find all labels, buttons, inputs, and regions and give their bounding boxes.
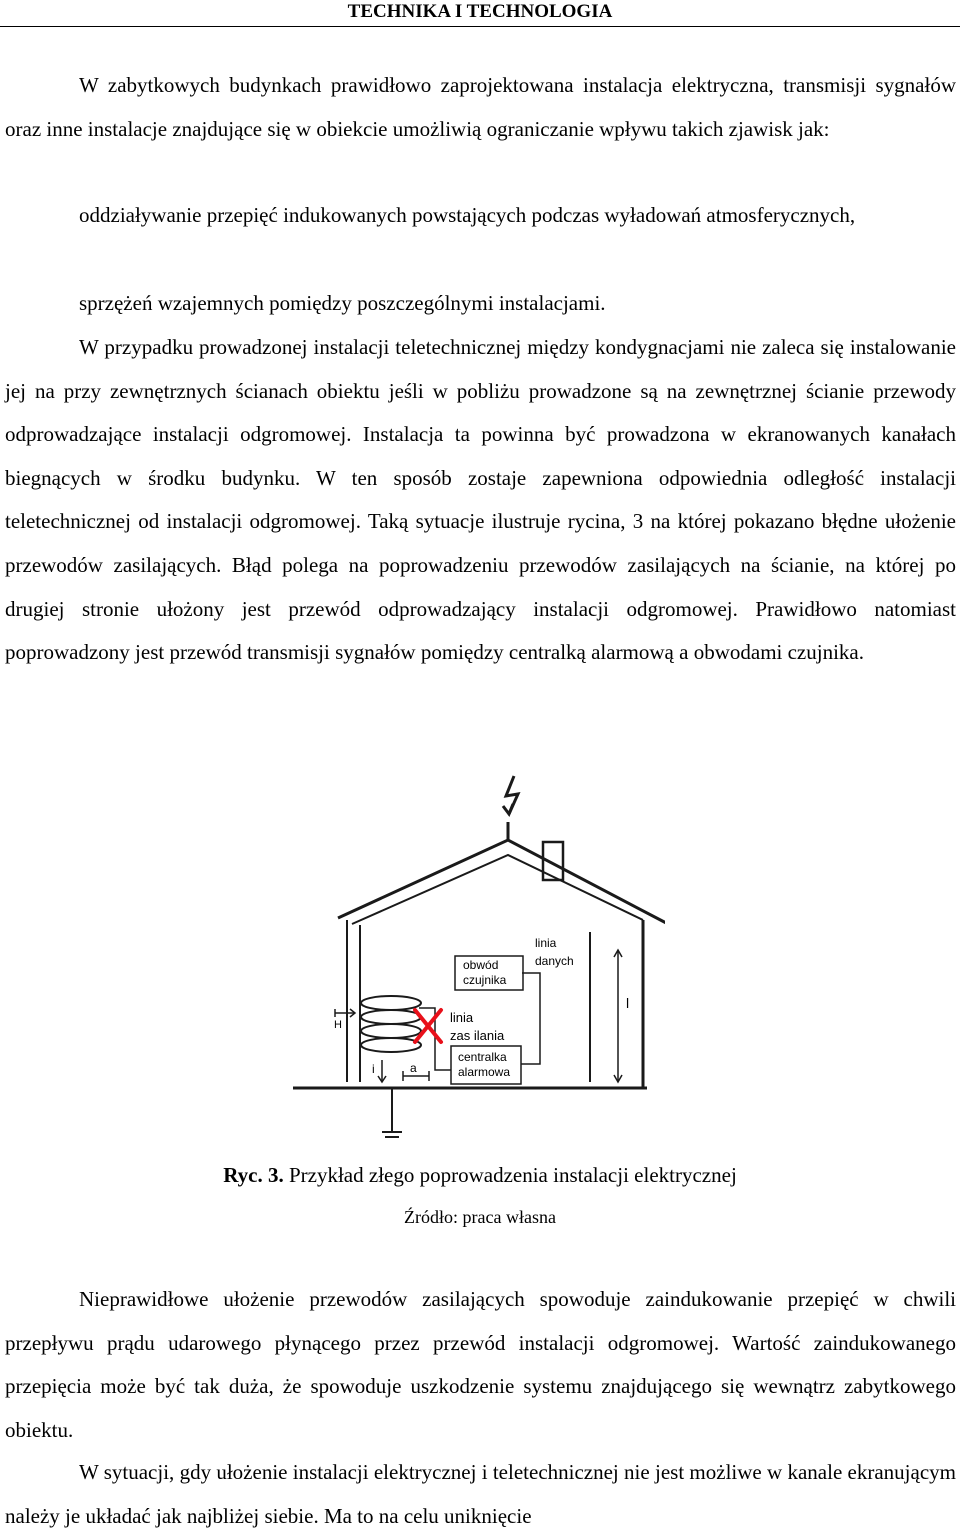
label-panel-1: centralka xyxy=(458,1050,507,1064)
figure-house-diagram xyxy=(285,770,665,1145)
bullet-item-1: oddziaływanie przepięć indukowanych powstających podczas wyładowań atmosferycznych, xyxy=(79,203,856,227)
label-data-line-2: danych xyxy=(535,954,574,968)
current-arrow-icon xyxy=(378,1060,386,1082)
label-h: H xyxy=(334,1019,342,1031)
label-i: i xyxy=(372,1062,375,1076)
error-mark-icon xyxy=(415,1010,441,1042)
paragraph-3: Nieprawidłowe ułożenie przewodów zasilających spowoduje zaindukowanie przepięć w chwili przepływu prądu udarowego płynącego przez przewód instalacji odgromowej. Wartość zaindukowanego przepięcia może być tak duża, że spowoduje uszkodzenie systemu znajdującego się wewnątrz zabytkowego obiektu. xyxy=(5,1287,956,1442)
label-a: a xyxy=(410,1061,417,1075)
label-l: l xyxy=(626,995,630,1011)
page-header xyxy=(0,0,960,27)
paragraph-2: W przypadku prowadzonej instalacji teletechnicznej między kondygnacjami nie zaleca się instalowanie jej na przy zewnętrznych ścianach obiektu jeśli w pobliżu prowadzone są na zewnętrznej ścianie przewody odprowadzające instalacji odgromowej. Instalacja ta powinna być prowadzona w ekranowanych kanałach biegnących w środku budynku. W ten sposób zostaje zapewniona odpowiednia odległość instalacji teletechnicznej od instalacji odgromowej. Taką sytuacje ilustruje rycina, 3 na której pokazano błędne ułożenie przewodów zasilających. Błąd polega na poprowadzeniu przewodów zasilających na ścianie, na której po drugiej stronie ułożony jest przewód odprowadzający instalacji odgromowej. Prawidłowo natomiast poprowadzony jest przewód transmisji sygnałów pomiędzy centralką alarmową a obwodami czujnika. xyxy=(5,335,956,665)
label-power-line-1: linia xyxy=(450,1010,474,1025)
lightning-bolt-icon xyxy=(503,776,518,814)
height-dimension-l xyxy=(614,950,622,1082)
header-title: TECHNIKA I TECHNOLOGIA xyxy=(347,1,613,22)
caption-text: Przykład złego poprowadzenia instalacji elektrycznej xyxy=(288,1163,737,1187)
data-cable xyxy=(521,973,540,1064)
figure-caption xyxy=(0,1160,960,1190)
label-data-line-1: linia xyxy=(535,936,557,950)
figure-source: Źródło: praca własna xyxy=(404,1207,556,1227)
roof-outer xyxy=(338,840,665,925)
house-diagram-svg xyxy=(285,770,665,1145)
label-sensor-1: obwód xyxy=(463,958,499,972)
label-panel-2: alarmowa xyxy=(458,1065,511,1079)
intro-paragraph: W zabytkowych budynkach prawidłowo zaprojektowana instalacja elektryczna, transmisji sygnałów oraz inne instalacje znajdujące się w obiekcie umożliwią ograniczanie wpływu takich zjawisk jak: xyxy=(5,73,956,141)
induction-loops xyxy=(361,996,421,1052)
label-power-line-2: zas ilania xyxy=(450,1028,505,1043)
magnetic-field-arrow-icon xyxy=(335,1009,355,1017)
label-sensor-2: czujnika xyxy=(463,973,507,987)
paragraph-4: W sytuacji, gdy ułożenie instalacji elektrycznej i teletechnicznej nie jest możliwe w kanale ekranującym należy je układać jak najbliżej siebie. Ma to na celu uniknięcie xyxy=(5,1460,956,1528)
caption-number: Ryc. 3. xyxy=(223,1163,284,1187)
bullet-item-2: sprzężeń wzajemnych pomiędzy poszczególnymi instalacjami. xyxy=(79,291,606,315)
ground-symbol-icon xyxy=(382,1088,402,1137)
